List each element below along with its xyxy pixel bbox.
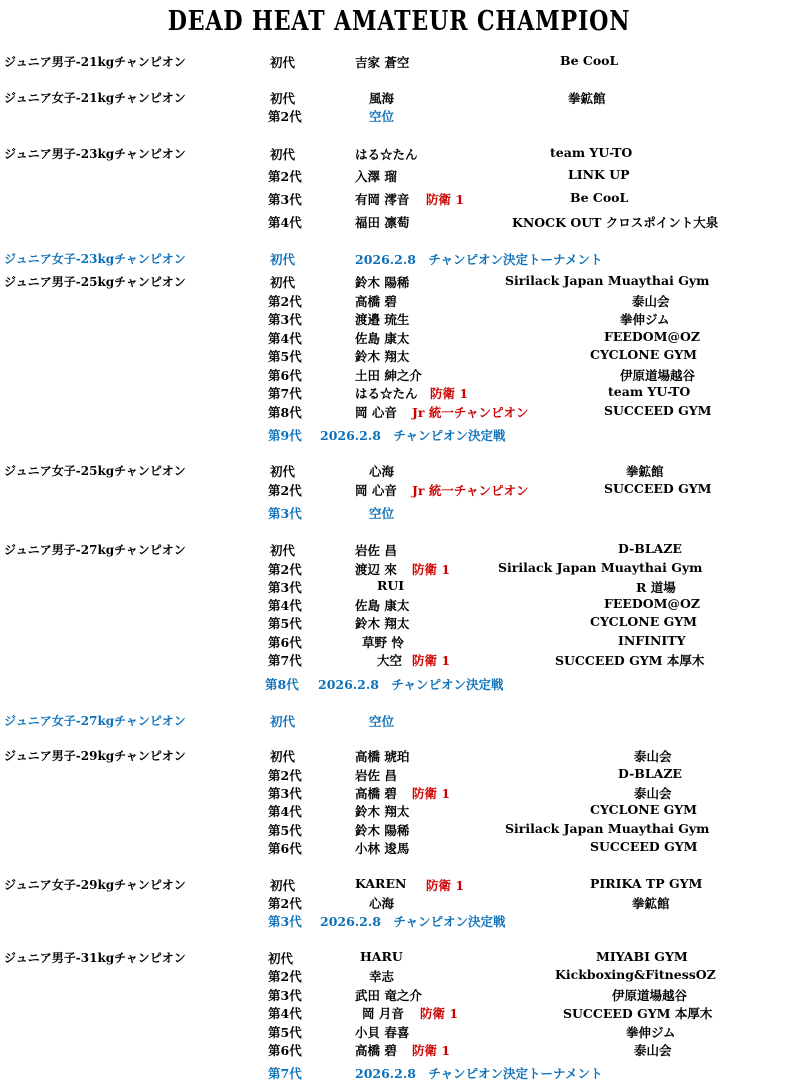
generation: 第3代 [268, 312, 302, 327]
table-row [0, 821, 798, 839]
generation: 第2代 [268, 896, 302, 911]
defense-badge: 防衛 1 [412, 1043, 451, 1058]
gym-name: 泰山会 [632, 294, 670, 309]
champion-name: 高橋 碧 [355, 786, 397, 801]
category-label: ジュニア男子-25kgチャンピオン [4, 275, 186, 289]
generation: 第8代 [268, 405, 302, 420]
category-label: ジュニア男子-21kgチャンピオン [4, 55, 186, 69]
gym-name: FEEDOM@OZ [604, 596, 701, 611]
gym-name: Be CooL [560, 53, 619, 68]
champion-name: 岡 心音 [355, 483, 397, 498]
generation: 初代 [270, 252, 296, 267]
generation: 第3代 [268, 786, 302, 801]
category-label: ジュニア女子-29kgチャンピオン [4, 878, 186, 892]
generation: 第2代 [268, 483, 302, 498]
gym-name: Kickboxing&FitnessOZ [555, 967, 716, 982]
gym-name: 拳伸ジム [620, 312, 670, 327]
table-row [0, 541, 798, 559]
generation: 初代 [270, 878, 296, 893]
pending-note: 2026.2.8 チャンピオン決定戦 [320, 428, 506, 443]
generation: 第2代 [268, 969, 302, 984]
gym-name: 泰山会 [634, 786, 672, 801]
table-row [0, 1064, 798, 1082]
champion-name: 鈴木 陽稀 [355, 275, 410, 290]
table-row [0, 967, 798, 985]
generation: 第4代 [268, 804, 302, 819]
champion-name: 空位 [369, 714, 395, 729]
champion-name: はる☆たん [355, 147, 418, 162]
champion-name: 岡 月音 [362, 1006, 404, 1021]
champion-name: 鈴木 翔太 [355, 616, 410, 631]
champion-name: 渡邉 琉生 [355, 312, 410, 327]
category-label: ジュニア女子-23kgチャンピオン [4, 252, 186, 266]
gym-name: 伊原道場越谷 [620, 368, 696, 383]
table-row [0, 403, 798, 421]
table-row [0, 366, 798, 384]
generation: 第2代 [268, 109, 302, 124]
table-row [0, 578, 798, 596]
defense-badge: 防衛 1 [412, 562, 451, 577]
pending-note: 2026.2.8 チャンピオン決定トーナメント [355, 1066, 603, 1081]
table-row [0, 1023, 798, 1041]
generation: 第5代 [268, 823, 302, 838]
generation: 第8代 [265, 677, 299, 692]
champion-name: 高橋 琥珀 [355, 749, 410, 764]
category-label: ジュニア女子-25kgチャンピオン [4, 464, 186, 478]
generation: 初代 [270, 464, 296, 479]
generation: 第5代 [268, 1025, 302, 1040]
generation: 第6代 [268, 368, 302, 383]
gym-name: SUCCEED GYM [604, 481, 712, 496]
generation: 第3代 [268, 914, 302, 929]
generation: 第3代 [268, 580, 302, 595]
defense-badge: 防衛 1 [412, 653, 451, 668]
table-row [0, 213, 798, 231]
generation: 第6代 [268, 841, 302, 856]
table-row [0, 292, 798, 310]
champion-name: 福田 凛萄 [355, 215, 410, 230]
gym-name: SUCCEED GYM 本厚木 [563, 1006, 713, 1021]
gym-name: Sirilack Japan Muaythai Gym [505, 821, 710, 836]
gym-name: 拳鉱館 [632, 896, 670, 911]
table-row [0, 53, 798, 71]
table-row [0, 675, 798, 693]
unified-badge: Jr 統一チャンピオン [412, 483, 529, 498]
champion-name: 佐島 康太 [355, 598, 410, 613]
gym-name: 伊原道場越谷 [612, 988, 688, 1003]
table-row [0, 310, 798, 328]
gym-name: SUCCEED GYM [590, 839, 698, 854]
table-row [0, 614, 798, 632]
table-row [0, 747, 798, 765]
champion-name: 佐島 康太 [355, 331, 410, 346]
gym-name: D-BLAZE [618, 541, 682, 556]
table-row [0, 347, 798, 365]
table-row [0, 145, 798, 163]
category-label: ジュニア男子-27kgチャンピオン [4, 543, 186, 557]
generation: 第3代 [268, 192, 302, 207]
champion-name: HARU [360, 949, 403, 964]
table-row [0, 894, 798, 912]
table-row [0, 596, 798, 614]
table-row [0, 329, 798, 347]
table-row [0, 651, 798, 669]
table-row [0, 1004, 798, 1022]
gym-name: 拳鉱館 [568, 91, 606, 106]
gym-name: 拳伸ジム [626, 1025, 676, 1040]
table-row [0, 986, 798, 1004]
gym-name: CYCLONE GYM [590, 614, 698, 629]
page-title: DEAD HEAT AMATEUR CHAMPION [167, 6, 631, 37]
generation: 第2代 [268, 562, 302, 577]
champion-name: 土田 紳之介 [355, 368, 422, 383]
generation: 第4代 [268, 215, 302, 230]
table-row [0, 766, 798, 784]
gym-name: CYCLONE GYM [590, 802, 698, 817]
table-row [0, 1041, 798, 1059]
champion-name: 岩佐 昌 [355, 768, 397, 783]
generation: 第6代 [268, 1043, 302, 1058]
champion-name: 大空 [377, 653, 403, 668]
generation: 初代 [270, 714, 296, 729]
gym-name: CYCLONE GYM [590, 347, 698, 362]
generation: 第2代 [268, 294, 302, 309]
generation: 第7代 [268, 653, 302, 668]
champion-name: 幸志 [369, 969, 395, 984]
champion-name: 高橋 碧 [355, 1043, 397, 1058]
generation: 第5代 [268, 349, 302, 364]
defense-badge: 防衛 1 [426, 192, 465, 207]
gym-name: 拳鉱館 [626, 464, 664, 479]
champion-name: 鈴木 翔太 [355, 804, 410, 819]
gym-name: Be CooL [570, 190, 629, 205]
table-row [0, 949, 798, 967]
generation: 初代 [270, 749, 296, 764]
champion-name: 有岡 澪音 [355, 192, 410, 207]
generation: 第6代 [268, 635, 302, 650]
gym-name: INFINITY [618, 633, 686, 648]
table-row [0, 481, 798, 499]
gym-name: Sirilack Japan Muaythai Gym [505, 273, 710, 288]
generation: 第3代 [268, 988, 302, 1003]
champion-name: はる☆たん [355, 386, 418, 401]
generation: 初代 [270, 543, 296, 558]
generation: 第5代 [268, 616, 302, 631]
champion-name: 吉家 蒼空 [355, 55, 410, 70]
table-row [0, 89, 798, 107]
generation: 初代 [268, 951, 294, 966]
champion-name: 武田 竜之介 [355, 988, 422, 1003]
gym-name: LINK UP [568, 167, 630, 182]
category-label: ジュニア女子-27kgチャンピオン [4, 714, 186, 728]
category-label: ジュニア男子-23kgチャンピオン [4, 147, 186, 161]
gym-name: team YU-TO [550, 145, 633, 160]
champion-name: 空位 [369, 109, 395, 124]
generation: 第7代 [268, 1066, 302, 1081]
champion-name: 岡 心音 [355, 405, 397, 420]
table-row [0, 426, 798, 444]
generation: 初代 [270, 91, 296, 106]
generation: 初代 [270, 55, 296, 70]
table-row [0, 273, 798, 291]
champion-name: 小貝 春喜 [355, 1025, 410, 1040]
table-row [0, 504, 798, 522]
category-label: ジュニア女子-21kgチャンピオン [4, 91, 186, 105]
table-row [0, 250, 798, 268]
generation: 第9代 [268, 428, 302, 443]
champion-name: 鈴木 陽稀 [355, 823, 410, 838]
gym-name: R 道場 [636, 580, 676, 595]
generation: 初代 [270, 275, 296, 290]
champion-name: KAREN [355, 876, 407, 891]
gym-name: FEEDOM@OZ [604, 329, 701, 344]
champion-name: 入澤 瑠 [355, 169, 397, 184]
pending-note: 2026.2.8 チャンピオン決定戦 [320, 914, 506, 929]
table-row [0, 802, 798, 820]
defense-badge: 防衛 1 [412, 786, 451, 801]
champion-name: RUI [377, 578, 405, 593]
table-row [0, 712, 798, 730]
gym-name: PIRIKA TP GYM [590, 876, 703, 891]
gym-name: D-BLAZE [618, 766, 682, 781]
generation: 第2代 [268, 169, 302, 184]
category-label: ジュニア男子-29kgチャンピオン [4, 749, 186, 763]
champion-name: 心海 [369, 896, 395, 911]
unified-badge: Jr 統一チャンピオン [412, 405, 529, 420]
table-row [0, 876, 798, 894]
generation: 第2代 [268, 768, 302, 783]
champion-name: 鈴木 翔太 [355, 349, 410, 364]
table-row [0, 167, 798, 185]
gym-name: 泰山会 [634, 749, 672, 764]
champion-name: 高橋 碧 [355, 294, 397, 309]
table-row [0, 633, 798, 651]
table-row [0, 560, 798, 578]
gym-name: 泰山会 [634, 1043, 672, 1058]
category-label: ジュニア男子-31kgチャンピオン [4, 951, 186, 965]
champion-name: 風海 [369, 91, 395, 106]
defense-badge: 防衛 1 [420, 1006, 459, 1021]
generation: 第4代 [268, 1006, 302, 1021]
champion-name: 空位 [369, 506, 395, 521]
champion-name: 小林 逡馬 [355, 841, 410, 856]
champion-name: 心海 [369, 464, 395, 479]
champion-name: 草野 怜 [362, 635, 404, 650]
pending-note: 2026.2.8 チャンピオン決定トーナメント [355, 252, 603, 267]
champion-name: 渡辺 來 [355, 562, 397, 577]
table-row [0, 107, 798, 125]
gym-name: SUCCEED GYM 本厚木 [555, 653, 705, 668]
generation: 第3代 [268, 506, 302, 521]
gym-name: KNOCK OUT クロスポイント大泉 [512, 215, 719, 230]
pending-note: 2026.2.8 チャンピオン決定戦 [318, 677, 504, 692]
generation: 第4代 [268, 331, 302, 346]
table-row [0, 784, 798, 802]
generation: 第7代 [268, 386, 302, 401]
generation: 初代 [270, 147, 296, 162]
gym-name: Sirilack Japan Muaythai Gym [498, 560, 703, 575]
defense-badge: 防衛 1 [426, 878, 465, 893]
defense-badge: 防衛 1 [430, 386, 469, 401]
table-row [0, 384, 798, 402]
gym-name: MIYABI GYM [596, 949, 688, 964]
table-row [0, 839, 798, 857]
table-row [0, 462, 798, 480]
gym-name: SUCCEED GYM [604, 403, 712, 418]
table-row [0, 912, 798, 930]
table-row [0, 190, 798, 208]
champion-name: 岩佐 昌 [355, 543, 397, 558]
gym-name: team YU-TO [608, 384, 691, 399]
generation: 第4代 [268, 598, 302, 613]
